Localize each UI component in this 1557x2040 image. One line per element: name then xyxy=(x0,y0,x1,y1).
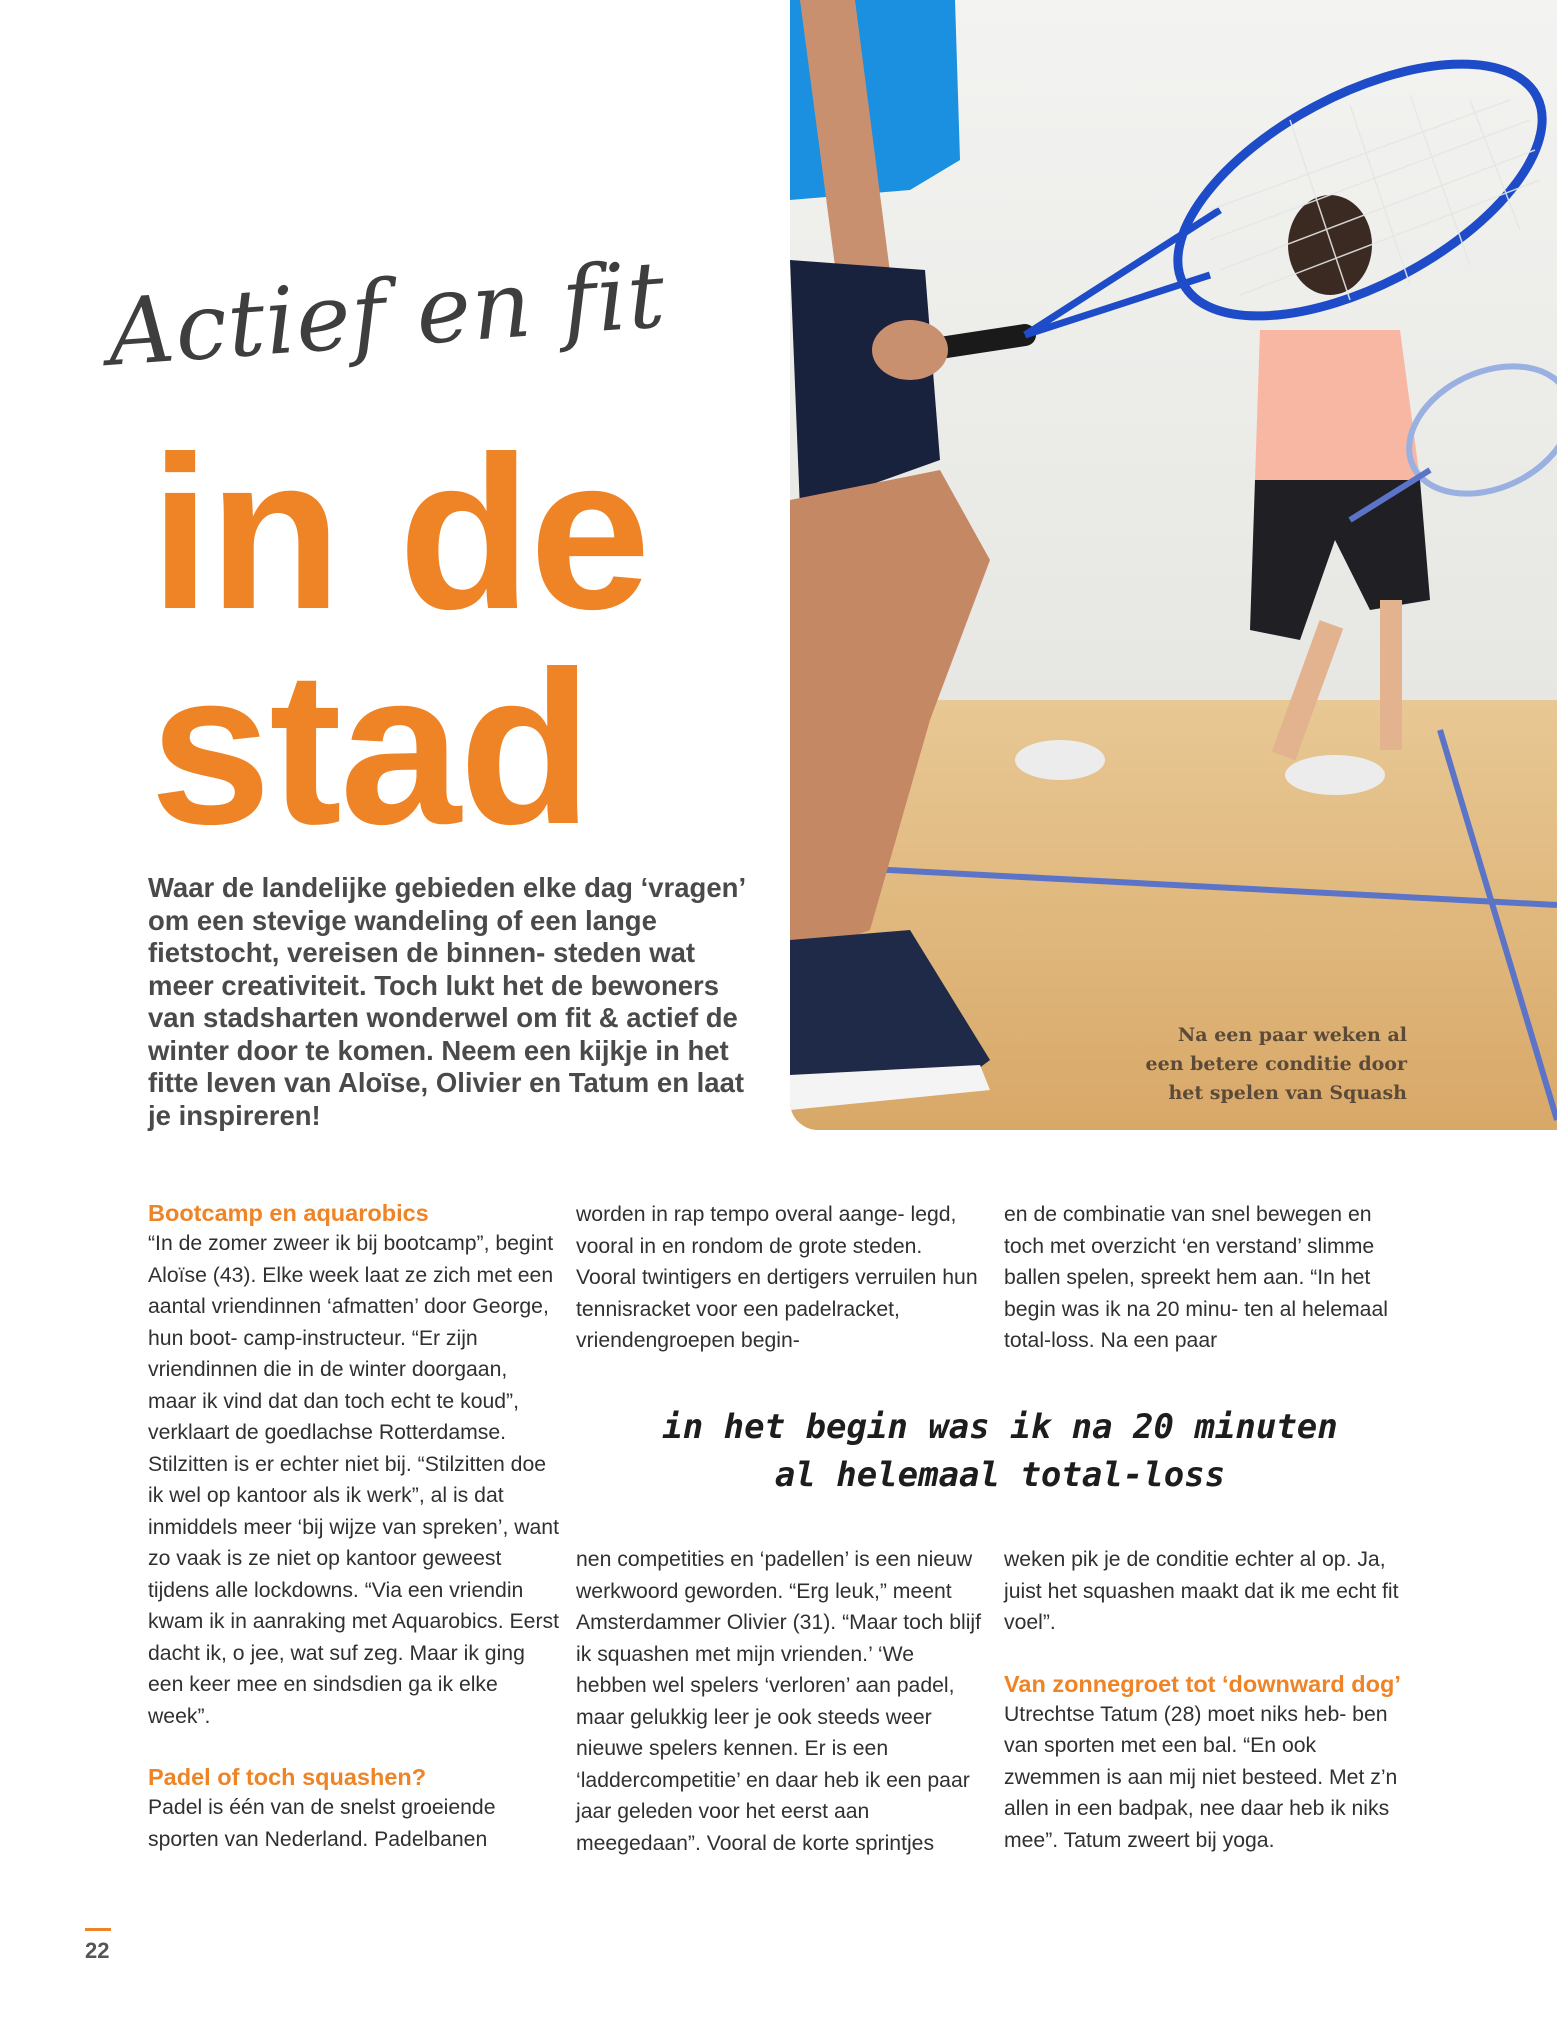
section-heading-bootcamp: Bootcamp en aquarobics xyxy=(148,1200,429,1226)
pull-quote: in het begin was ik na 20 minuten al helemaal total-loss xyxy=(662,1407,1338,1495)
squash-photo xyxy=(790,0,1557,1130)
column-3-bottom xyxy=(1004,1544,1416,1856)
column-1 xyxy=(148,1198,560,1855)
column-2-paragraph-2: nen competities en ‘padellen’ is een nieuw werkwoord geworden. “Erg leuk,” meent Amsterdammer Olivier (31). “Maar toch blijf ik squashen met mijn vrienden.’ ‘We hebben wel spelers ‘verloren’ aan padel, maar gelukkig leer je ook steeds weer nieuwe spelers kennen. Er is een ‘laddercompetitie’ en daar heb ik een paar jaar geleden voor het eerst aan meegedaan”. Vooral de korte sprintjes xyxy=(576,1548,982,1855)
column-3-top xyxy=(1004,1199,1416,1357)
column-2-paragraph-1: worden in rap tempo overal aange- legd, vooral in en rondom de grote steden. Vooral twintigers en dertigers verruilen hun tennisracket voor een padelracket, vriendengroepen begin- xyxy=(576,1203,978,1352)
column-1-paragraph-1: “In de zomer zweer ik bij bootcamp”, begint Aloïse (43). Elke week laat ze zich met een aantal vriendinnen ‘afmatten’ door George, hun boot- camp-instructeur. “Er zijn vriendinnen die in de winter doorgaan, maar ik vind dat dan toch echt te koud”, verklaart de goedlachse Rotterdamse. Stilzitten is er echter niet bij. “Stilzitten doe ik wel op kantoor als ik werk”, al is dat inmiddels meer ‘bij wijze van spreken’, want zo vaak is ze niet op kantoor geweest tijdens alle lockdowns. “Via een vriendin kwam ik in aanraking met Aquarobics. Eerst dacht ik, o jee, wat suf zeg. Maar ik ging een keer mee en sindsdien ga ik elke week”. xyxy=(148,1232,559,1728)
title-line-2: stad xyxy=(150,627,591,870)
title-script: Actief en fit xyxy=(104,241,669,387)
section-heading-yoga: Van zonnegroet tot ‘downward dog’ xyxy=(1004,1670,1401,1697)
photo-caption: Na een paar weken al een betere conditie door het spelen van Squash xyxy=(1145,1024,1407,1104)
column-1-paragraph-2: Padel is één van de snelst groeiende sporten van Nederland. Padelbanen xyxy=(148,1796,496,1851)
column-3-paragraph-3: Utrechtse Tatum (28) moet niks heb- ben van sporten met een bal. “En ook zwemmen is aan mij niet besteed. Met z’n allen in een badpak, nee daar heb ik niks mee”. Tatum zweert bij yoga. xyxy=(1004,1702,1398,1852)
title-line-1: in de xyxy=(150,412,649,655)
column-2-top xyxy=(576,1199,988,1357)
lead-paragraph: Waar de landelijke gebieden elke dag ‘vragen’ om een stevige wandeling of een lange fietstocht, vereisen de binnen- steden wat meer creativiteit. Toch lukt het de bewoners van stadsharten wonderwel om fit & actief de winter door te komen. Neem een kijkje in het fitte leven van Aloïse, Olivier en Tatum en laat je inspireren! xyxy=(148,872,745,1131)
page-number-rule xyxy=(85,1928,111,1931)
column-3-paragraph-1: en de combinatie van snel bewegen en toch met overzicht ‘en verstand’ slimme ballen spelen, spreekt hem aan. “In het begin was ik na 20 minu- ten al helemaal total-loss. Na een paar xyxy=(1004,1203,1388,1352)
page-number: 22 xyxy=(85,1938,110,1963)
section-heading-padel: Padel of toch squashen? xyxy=(148,1764,427,1790)
column-2-bottom xyxy=(576,1544,988,1859)
column-3-paragraph-2: weken pik je de conditie echter al op. Ja, juist het squashen maakt dat ik me echt fit voel”. xyxy=(1004,1548,1399,1634)
